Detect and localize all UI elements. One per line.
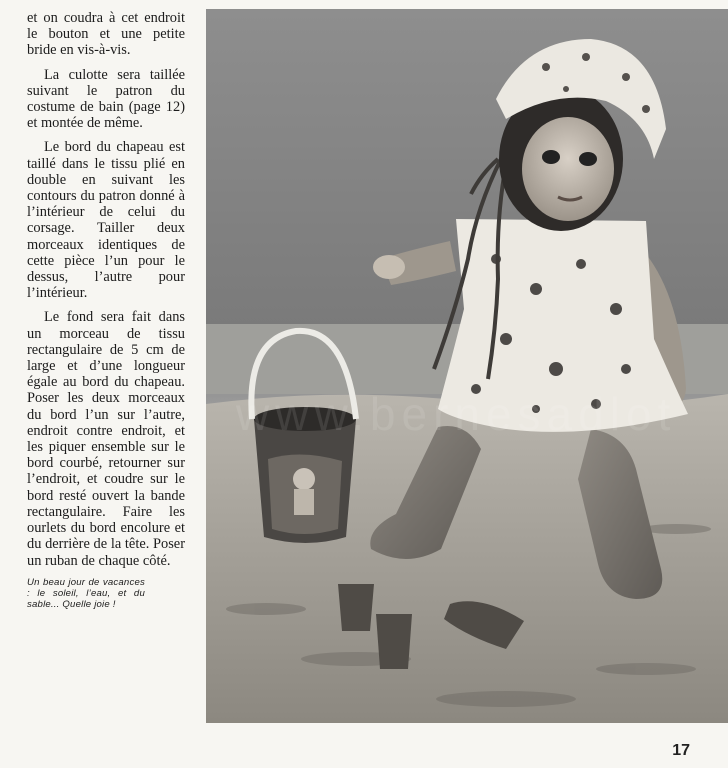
doll-left-eye: [542, 150, 560, 164]
doll-right-eye: [579, 152, 597, 166]
doll-face: [522, 117, 614, 221]
photo-caption: Un beau jour de vacances : le soleil, l’eau, et du sable... Quelle joie !: [27, 576, 145, 610]
text-column: [27, 10, 185, 610]
paragraph-2: La culotte sera taillée suivant le patron du costume de bain (page 12) et montée de même.: [27, 66, 185, 132]
doll-on-beach-illustration: [206, 9, 728, 723]
doll-left-hand: [373, 255, 405, 279]
paragraph-3: Le bord du chapeau est taillé dans le tissu plié en double en suivant les contours du patron donné à l’intérieur de celui du corsage. Tailler deux morceaux identiques de cette pièce l’un pour le dessus, l’autre pour l’intérieur.: [27, 139, 185, 302]
paragraph-4: Le fond sera fait dans un morceau de tissu rectangulaire de 5 cm de large et d’une longueur égale au bord du chapeau. Poser les deux morceaux du bord l’un sur l’autre, endroit contre endroit, et les piquer ensemble sur le bord courbé, retourner sur l’endroit, et coudre sur le bord resté ouvert la bande rectangulaire. Faire les ourlets du bord encolure et du derrière de la tête. Poser un ruban de chaque côté.: [27, 309, 185, 569]
page-number: 17: [672, 742, 690, 759]
watermark: www.bernesadlot: [236, 388, 677, 440]
doll-photo: [206, 9, 728, 723]
paragraph-1: et on coudra à cet endroit le bouton et une petite bride en vis-à-vis.: [27, 10, 185, 59]
